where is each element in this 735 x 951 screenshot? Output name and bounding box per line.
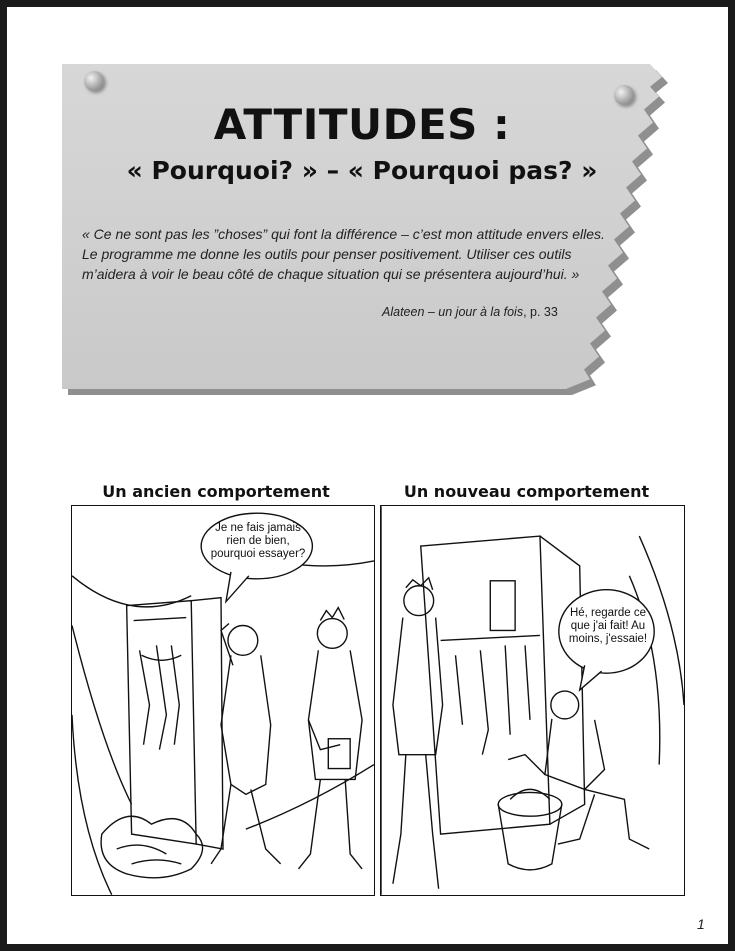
old-behavior-panel [71,505,375,896]
source-book: Alateen – un jour à la fois [382,305,524,319]
source-page: , p. 33 [523,305,558,319]
speech-bubble-text: Hé, regarde ce que j'ai fait! Au moins, j'essaie! [568,607,648,645]
quote-source [382,305,642,319]
page-subtitle: « Pourquoi? » – « Pourquoi pas? » [126,156,598,185]
new-behavior-panel [380,505,685,896]
old-behavior-illustration [72,506,374,895]
old-behavior-title: Un ancien comportement [102,482,330,501]
page-title: ATTITUDES : [213,100,511,149]
page [7,7,728,944]
new-behavior-title: Un nouveau comportement [403,482,650,501]
new-behavior-illustration [381,506,684,895]
quote-text: « Ce ne sont pas les ”choses” qui font la différence – c’est mon attitude envers elles. Le programme me donne les outils pour penser positivement. Utiliser ces outils m’aidera à voir le beau côté de chaque situation qui se présentera aujourd’hui. » [82,226,605,282]
page-number: 1 [697,916,705,932]
speech-bubble-text: Je ne fais jamais rien de bien, pourquoi essayer? [210,522,306,560]
pushpin-icon [84,71,104,91]
title-banner [62,64,677,404]
